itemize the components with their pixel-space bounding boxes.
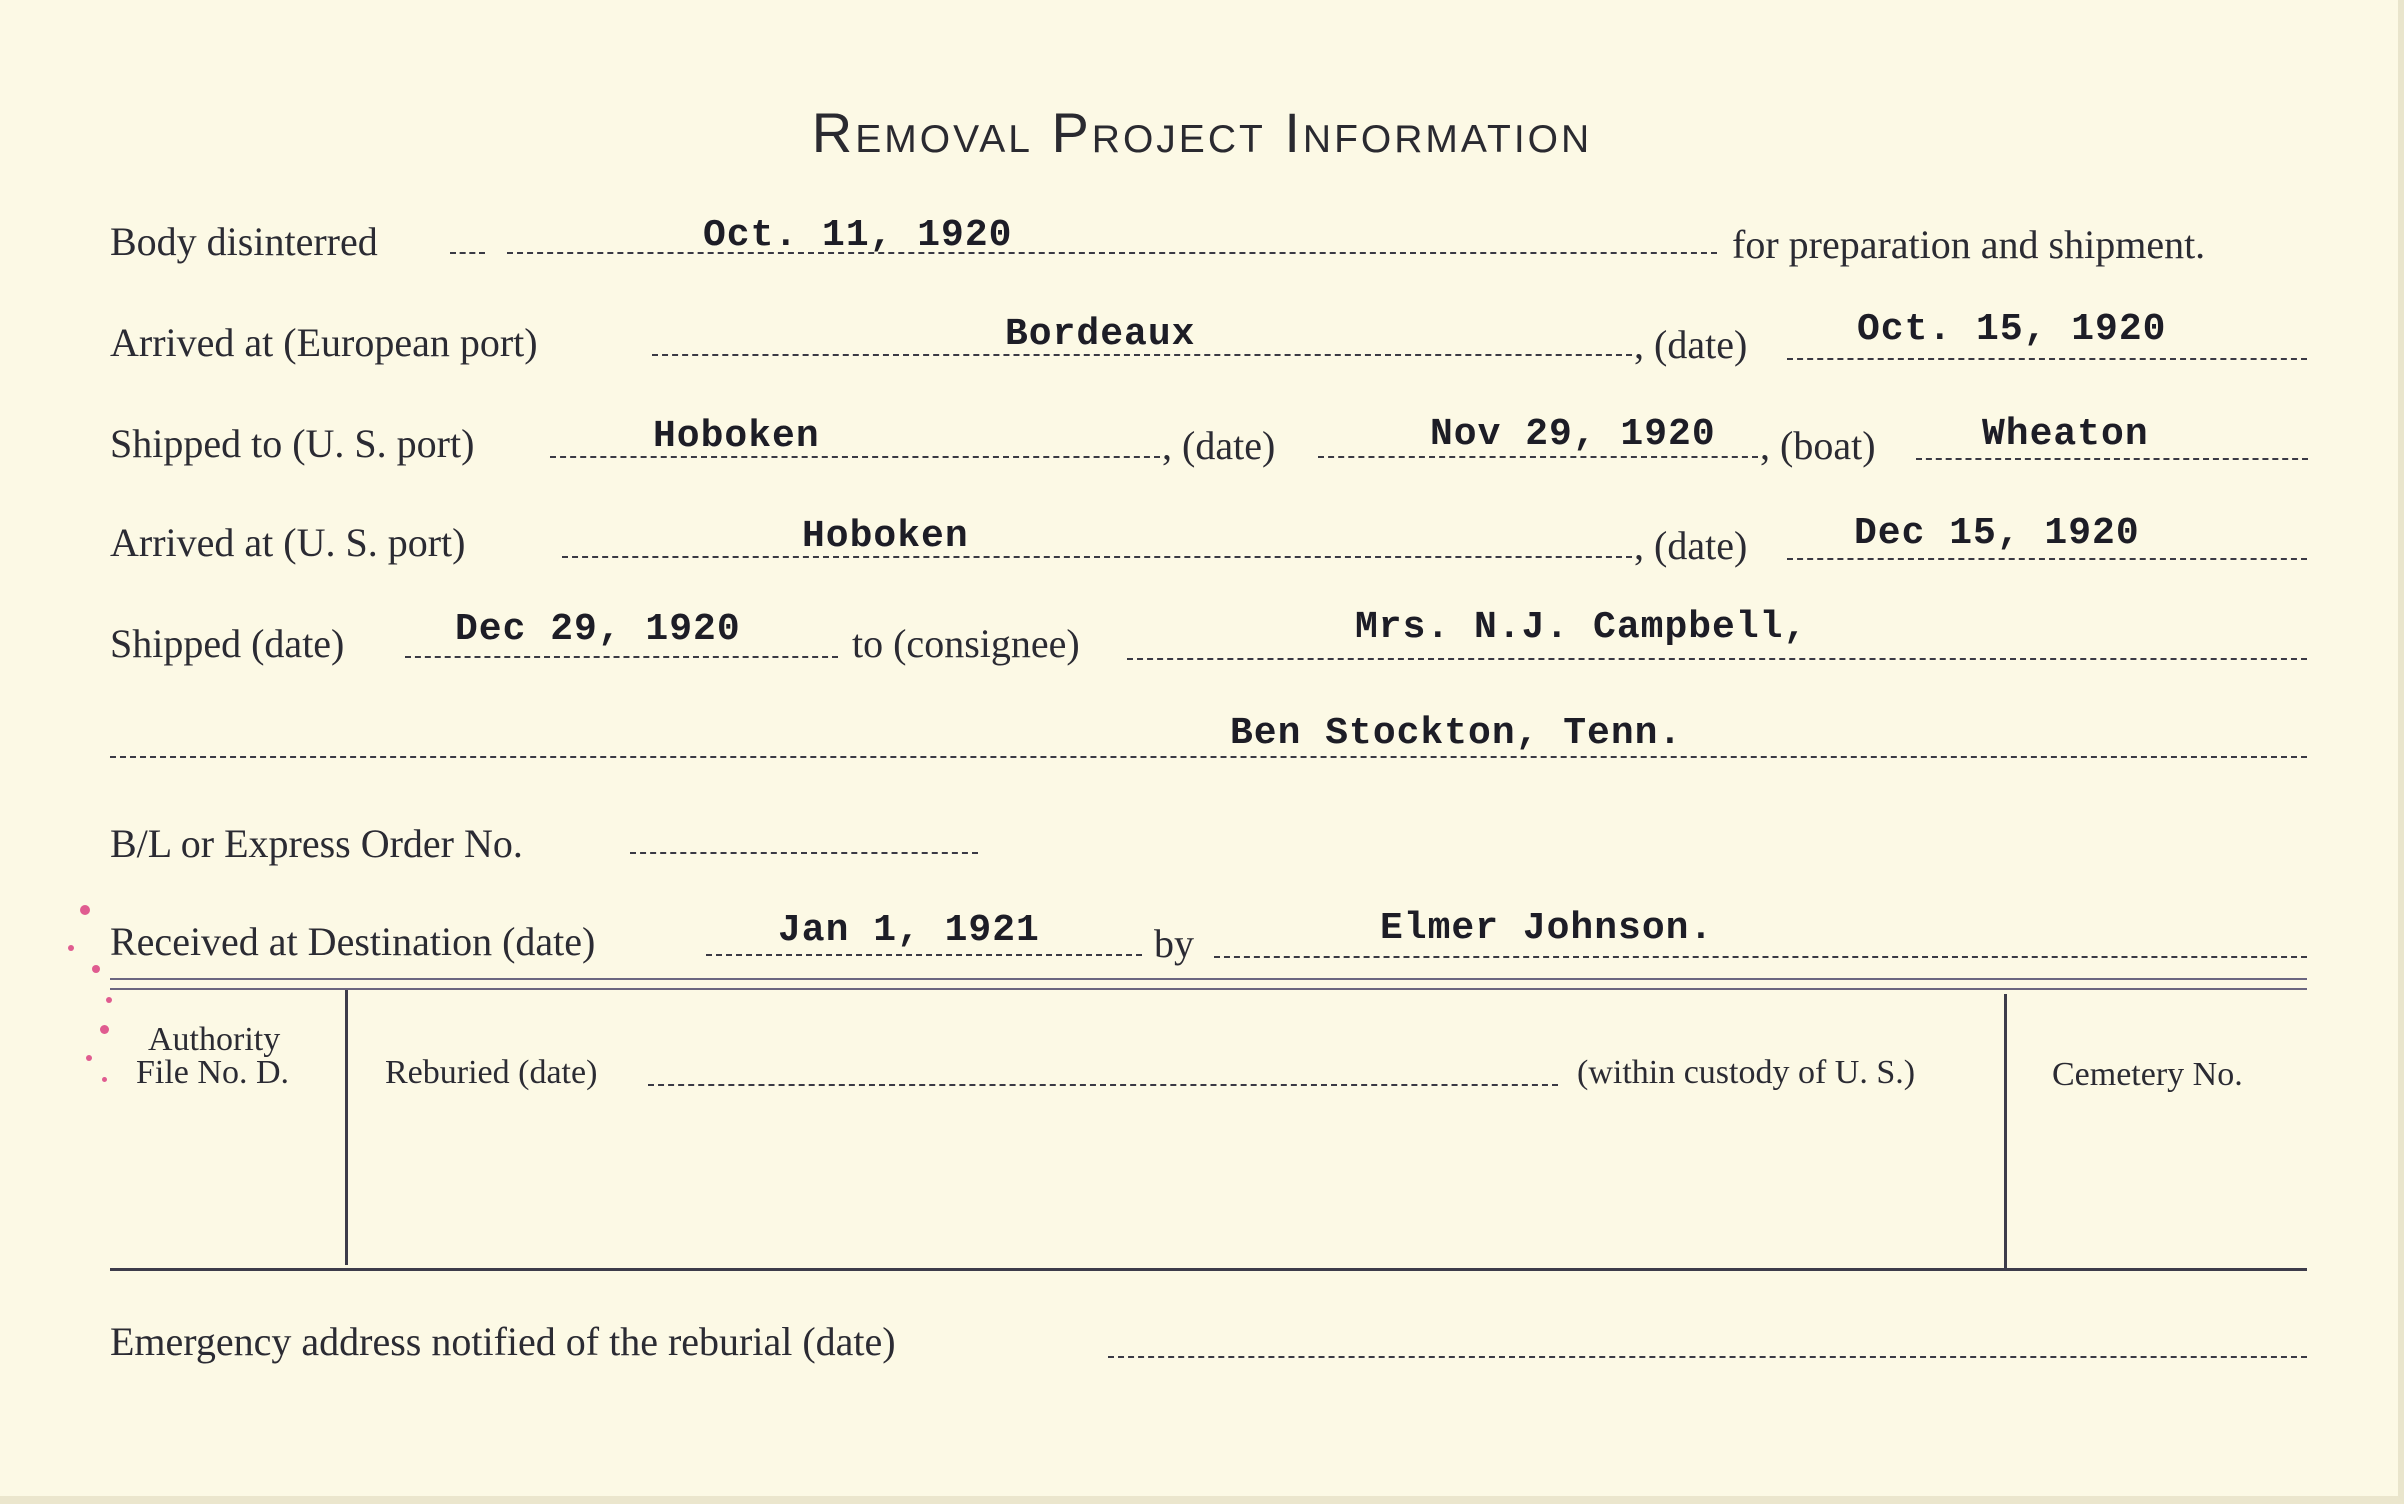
line-reburied-date bbox=[648, 1084, 1558, 1086]
line-consignee-address bbox=[110, 756, 2307, 758]
value-disinterred-date: Oct. 11, 1920 bbox=[703, 214, 1013, 257]
box-divider-left bbox=[345, 990, 348, 1265]
line-received-by bbox=[1214, 956, 2307, 958]
value-received-by: Elmer Johnson. bbox=[1380, 907, 1714, 950]
box-top-rule-1 bbox=[110, 978, 2307, 980]
line-us-port bbox=[550, 456, 1160, 458]
value-boat: Wheaton bbox=[1982, 413, 2149, 456]
label-emergency-address: Emergency address notified of the reburial (date) bbox=[110, 1319, 896, 1364]
value-arrived-us-date: Dec 15, 1920 bbox=[1854, 512, 2140, 555]
label-authority: Authority bbox=[148, 1021, 281, 1058]
label-by: by bbox=[1154, 921, 1194, 966]
ink-stamp-mark bbox=[62, 905, 132, 1105]
label-arrived-us-date: , (date) bbox=[1634, 523, 1748, 568]
label-consignee: to (consignee) bbox=[852, 621, 1080, 666]
box-bottom-rule bbox=[110, 1268, 2307, 1271]
value-received-date: Jan 1, 1921 bbox=[778, 909, 1040, 952]
label-arrived-us-port: Arrived at (U. S. port) bbox=[110, 520, 466, 565]
value-european-port: Bordeaux bbox=[1005, 313, 1196, 356]
value-shipped-final-date: Dec 29, 1920 bbox=[455, 608, 741, 651]
value-shipped-date: Nov 29, 1920 bbox=[1430, 413, 1716, 456]
line-shipped-date bbox=[1318, 456, 1758, 458]
label-body-disinterred: Body disinterred bbox=[110, 219, 378, 264]
box-divider-right bbox=[2004, 994, 2007, 1269]
line-emergency-date bbox=[1108, 1356, 2307, 1358]
line-disinterred bbox=[507, 252, 1717, 254]
value-arrived-us-port: Hoboken bbox=[802, 515, 969, 558]
label-bl-express-order: B/L or Express Order No. bbox=[110, 821, 523, 866]
line-boat bbox=[1916, 458, 2308, 460]
line-disinterred-pre bbox=[450, 252, 485, 254]
form-title: Removal Project Information bbox=[811, 101, 1593, 164]
line-shipped-final-date bbox=[405, 656, 838, 658]
label-received-destination: Received at Destination (date) bbox=[110, 919, 596, 964]
label-reburied-date: Reburied (date) bbox=[385, 1054, 598, 1091]
line-bl-express-order bbox=[630, 852, 978, 854]
label-european-date: , (date) bbox=[1634, 322, 1748, 367]
line-received-date bbox=[706, 954, 1142, 956]
label-file-no: File No. D. bbox=[136, 1054, 289, 1091]
line-arrived-us-port bbox=[562, 556, 1632, 558]
label-within-custody: (within custody of U. S.) bbox=[1577, 1054, 1916, 1091]
label-shipped-us-port: Shipped to (U. S. port) bbox=[110, 421, 475, 466]
value-consignee: Mrs. N.J. Campbell, bbox=[1355, 606, 1808, 649]
label-shipped-date-consignee: Shipped (date) bbox=[110, 621, 345, 666]
line-european-date bbox=[1787, 358, 2307, 360]
label-arrived-european-port: Arrived at (European port) bbox=[110, 320, 538, 365]
label-preparation-shipment: for preparation and shipment. bbox=[1732, 222, 2206, 267]
box-top-rule-2 bbox=[110, 988, 2307, 990]
label-cemetery-no: Cemetery No. bbox=[2052, 1056, 2243, 1093]
line-consignee bbox=[1127, 658, 2307, 660]
line-arrived-us-date bbox=[1787, 558, 2307, 560]
value-consignee-address: Ben Stockton, Tenn. bbox=[1230, 712, 1683, 755]
label-boat: , (boat) bbox=[1760, 423, 1876, 468]
label-shipped-date: , (date) bbox=[1162, 423, 1276, 468]
value-european-date: Oct. 15, 1920 bbox=[1857, 308, 2167, 351]
value-shipped-us-port: Hoboken bbox=[653, 415, 820, 458]
